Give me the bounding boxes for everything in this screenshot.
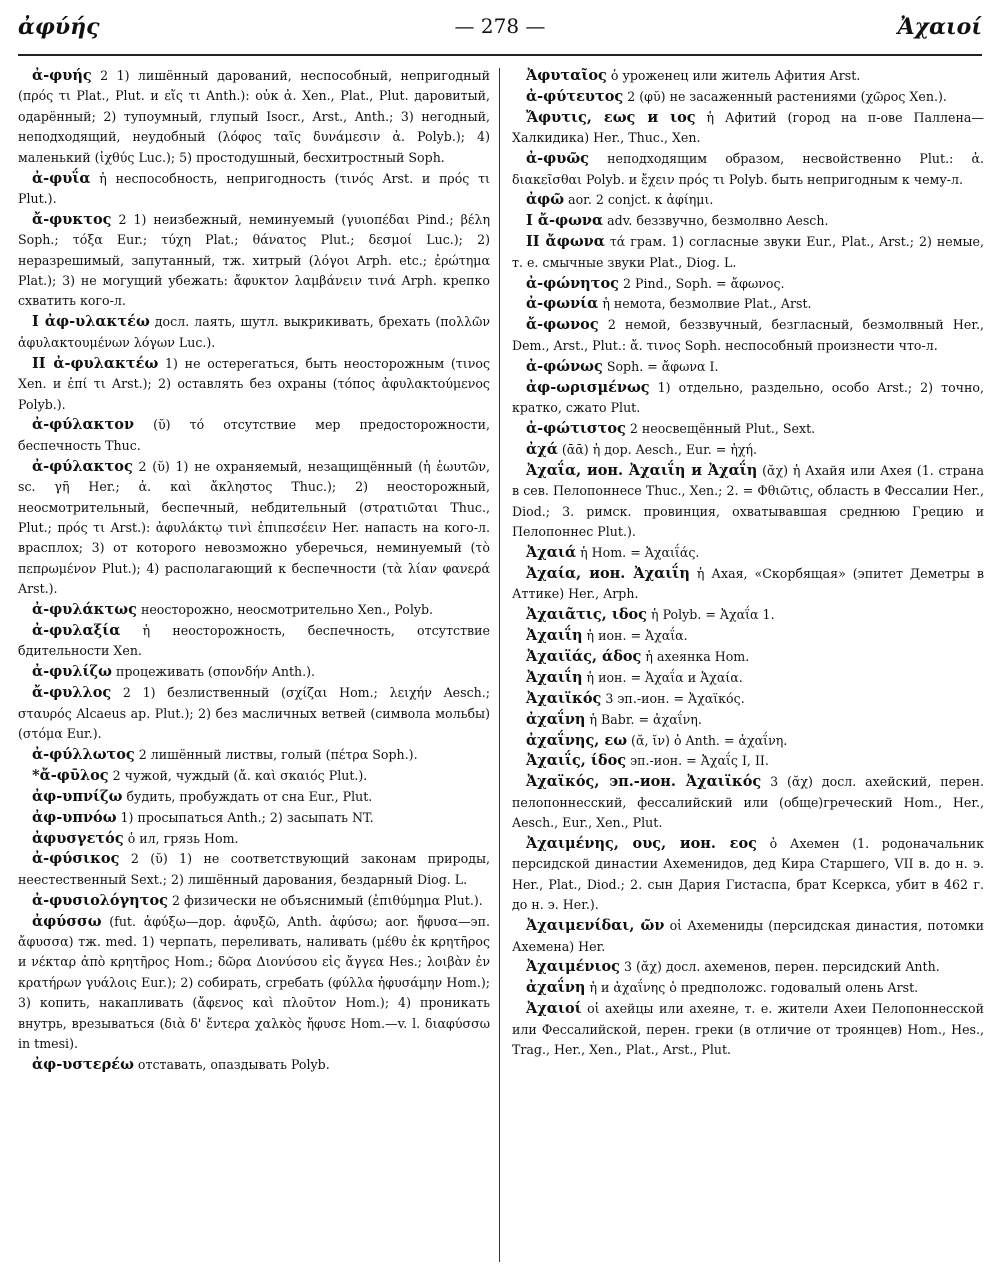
entry-definition: ἡ ион. = Ἀχαΐα. xyxy=(582,627,688,643)
entry-headword: Ἀχαιοί xyxy=(526,1000,582,1018)
dictionary-entry xyxy=(512,440,984,460)
entry-definition: эп.-ион. = Ἀχαΐς I, II. xyxy=(626,753,769,769)
dictionary-entry xyxy=(512,978,984,998)
dictionary-entry xyxy=(512,564,984,605)
entry-definition: aor. 2 conjct. к ἀφίημι. xyxy=(564,192,714,208)
entry-definition: ἡ Hom. = Ἀχαιΐάς. xyxy=(576,544,700,560)
dictionary-entry xyxy=(512,66,984,86)
dictionary-entry xyxy=(18,787,490,807)
dictionary-entry xyxy=(512,999,984,1060)
dictionary-entry xyxy=(18,891,490,911)
entry-headword: ἀ-φυλάκτως xyxy=(32,601,137,619)
dictionary-entry xyxy=(512,689,984,709)
entry-headword: Ἀφυταῖος xyxy=(526,67,607,84)
entry-headword: ἀφύσσω xyxy=(32,912,102,930)
dictionary-entry xyxy=(512,668,984,688)
entry-definition: 3 (ᾰχ) досл. ахеменов, перен. персидский Anth. xyxy=(619,959,940,975)
dictionary-entry xyxy=(18,683,490,744)
entry-headword: ἀ-φωνία xyxy=(526,295,599,313)
dictionary-entry xyxy=(18,662,490,682)
dictionary-entry xyxy=(18,415,490,456)
entry-headword: ἀ-φύλακτος xyxy=(32,457,133,475)
entry-definition: 2 1) лишённый дарований, неспособный, непригодный (πρός τι Plat., Plut. и εἴς τι Anth.): οὐκ ἀ. Xen., Plat., Plut. даровитый, одарённый; 2) тупоумный, глупый Isocr., Arst., Anth.; 3) негодный, неподходящий, неудобный (λόφος ταῖς δυνάμεσιν ἀ. Polyb.); 4) маленький (ἰχθύς Luc.); 5) простодушный, бесхитростный Soph. xyxy=(18,68,490,165)
entry-definition: 2 (φῠ) не засаженный растениями (χῶρος Xen.). xyxy=(623,88,947,104)
entry-headword: *ἄ-φῡλος xyxy=(32,766,109,784)
dictionary-entry xyxy=(18,312,490,353)
dictionary-entry xyxy=(18,210,490,312)
dictionary-entry xyxy=(512,315,984,356)
entry-definition: 1) просыпаться Anth.; 2) засыпать NT. xyxy=(116,809,374,825)
entry-headword: ἀ-φυσιολόγητος xyxy=(32,891,168,909)
dictionary-entry xyxy=(512,461,984,543)
entry-headword: Ἀχαιμενίδαι, ῶν xyxy=(526,917,665,935)
entry-definition: (ᾰχ) ἡ Ахайя или Ахея (1. страна в сев. Пелопоннесе Thuc., Xen.; 2. = Φθιῶτις, область в Фессалии Her., Diod.; 3. римск. провинция, охватывавшая среднюю Грецию и Пелопоннес Plut.). xyxy=(512,462,985,539)
entry-definition: процеживать (σπονδήν Anth.). xyxy=(111,664,316,680)
entry-headword: Ἀχαϊκός, эп.-ион. Ἀχαιϊκός xyxy=(526,773,762,791)
dictionary-entry xyxy=(512,87,984,107)
entry-headword: Ἀχαιμένιος xyxy=(526,958,620,976)
dictionary-entry xyxy=(512,543,984,563)
dictionary-entry xyxy=(18,829,490,849)
entry-definition: ἡ неспособность, непригодность (τινός Arst. и πρός τι Plut.). xyxy=(18,170,490,206)
dictionary-entry xyxy=(18,169,490,210)
entry-headword: ἀφ-ωρισμένως xyxy=(526,378,650,396)
entry-definition: ἡ ахеянка Hom. xyxy=(641,648,750,664)
entry-definition: 2 немой, беззвучный, безгласный, безмолвный Her., Dem., Arst., Plut.: ἄ. τινος Soph. неспособный произнести что-л. xyxy=(512,317,984,353)
entry-headword: ἀφῶ xyxy=(526,191,565,209)
entry-definition: 2 лишённый листвы, голый (πέτρα Soph.). xyxy=(134,746,418,762)
entry-headword: ἄ-φωνος xyxy=(526,316,599,334)
dictionary-entry xyxy=(512,108,984,149)
entry-definition: ὁ Ахемен (1. родоначальник персидской династии Ахеменидов, дед Кира Старшего, VII в. до н. э. Her., Plat., Diod.; 2. сын Дария Гистаспа, брат Ксеркса, убит в 462 г. до н. э. Her.). xyxy=(512,836,984,913)
entry-headword: II ἄφωνα xyxy=(526,233,605,251)
entry-definition: отставать, опаздывать Polyb. xyxy=(133,1057,330,1072)
entry-definition: ἡ Babr. = ἀχαΐνη. xyxy=(585,711,702,727)
dictionary-entry xyxy=(18,354,490,415)
entry-headword: Ἀχαιμένης, ους, ион. εος xyxy=(526,835,757,853)
entry-headword: ἄ-φυκτος xyxy=(32,210,112,228)
dictionary-entry xyxy=(18,745,490,765)
dictionary-entry xyxy=(18,849,490,890)
dictionary-entry xyxy=(18,600,490,620)
entry-definition: 2 (ῠ) 1) не охраняемый, незащищённый (ἡ ἑωυτῶν, sc. γῆ Her.; ἀ. καὶ ἄκληστος Thuc.); 2) неосторожный, неосмотрительный, беспечный, небдительный (στρατιῶται Thuc., Plut.; πρός τι Arst.): ἀφυλάκτῳ τινὶ ἐπιπεσέειν Her. напасть на кого-л. врасплох; 3) от которого невозможно уберечься, неминуемый (τὸ πεπρωμένον Plut.); 4) располагающий к беспечности (τὰ λίαν φανερά Arst.). xyxy=(18,458,490,597)
dictionary-entry xyxy=(512,834,984,916)
dictionary-entry xyxy=(512,751,984,771)
entry-headword: Ἀχαΐα, ион. Ἀχαιΐη и Ἀχαΐη xyxy=(526,461,758,479)
header-right-word: Ἀχαιοί xyxy=(897,14,982,40)
entry-definition: ἡ неосторожность, беспечность, отсутствие бдительности Xen. xyxy=(18,622,490,659)
entry-headword: ἀφ-υπνίζω xyxy=(32,787,123,805)
entry-definition: 3 (ᾰχ) досл. ахейский, перен. пелопоннесский, фессалийский или (обще)греческий Hom., Her., Aesch., Eur., Xen., Plut. xyxy=(512,774,984,831)
entry-definition: ἡ немота, безмолвие Plat., Arst. xyxy=(598,296,812,312)
entry-definition: ἡ и ἀχαΐνης ὁ предположс. годовалый олень Arst. xyxy=(585,980,919,996)
dictionary-entry xyxy=(512,957,984,977)
entry-definition: 2 1) неизбежный, неминуемый (γυιοπέδαι Pind.; βέλη Soph.; τόξα Eur.; τύχη Plat.; θάνατος Plut.; δεσμοί Luc.); 2) неразрешимый, запутанный, тж. хитрый (λόγοι Arph. etc.; ἐρώτημα Plat.); 3) не могущий убежать: ἄφυκτον λαμβάνειν τινά Arph. крепко схватить кого-л. xyxy=(18,211,490,309)
entry-headword: ἀχαΐνης, εω xyxy=(526,731,628,749)
entry-headword: ἀ-φύλακτον xyxy=(32,416,135,434)
entry-headword: Ἀχαιΐη xyxy=(526,668,583,686)
dictionary-entry xyxy=(512,419,984,439)
dictionary-entry xyxy=(18,1055,490,1075)
entry-headword: ἀχαΐνη xyxy=(526,979,586,997)
entry-headword: II ἀ-φυλακτέω xyxy=(32,354,159,372)
entry-definition: οἱ Ахемениды (персидская династия, потомки Ахемена) Her. xyxy=(512,918,984,954)
entry-definition: (ῠ) τό отсутствие мер предосторожности, беспечность Thuc. xyxy=(18,417,490,453)
entry-definition: неосторожно, неосмотрительно Xen., Polyb. xyxy=(136,602,434,618)
entry-headword: ἀ-φώτιστος xyxy=(526,419,626,437)
entry-definition: 1) отдельно, раздельно, особо Arst.; 2) точно, кратко, сжато Plut. xyxy=(512,379,984,415)
dictionary-entry xyxy=(18,621,490,662)
entry-headword: Ἀχαιϊκός xyxy=(526,689,602,707)
entry-definition: ἡ Афитий (город на п-ове Паллена—Халкидика) Her., Thuc., Xen. xyxy=(512,109,984,146)
dictionary-entry xyxy=(512,647,984,667)
entry-definition: (ᾰ, ῐν) ὁ Anth. = ἀχαΐνη. xyxy=(627,732,788,748)
dictionary-entry xyxy=(512,211,984,231)
left-column xyxy=(18,66,490,1076)
entry-definition: Soph. = ἄφωνα I. xyxy=(602,358,719,374)
dictionary-entry xyxy=(18,912,490,1055)
dictionary-entry xyxy=(512,772,984,833)
entry-headword: ἀ-φύτευτος xyxy=(526,87,624,105)
entry-headword: ἀ-φυλίζω xyxy=(32,663,112,681)
entry-definition: ὁ ил, грязь Hom. xyxy=(123,830,239,846)
dictionary-entry xyxy=(18,457,490,600)
entry-headword: Ἄφυτις, εως и ιος xyxy=(526,108,696,126)
entry-headword: ἀ-φυλαξία xyxy=(32,621,121,639)
dictionary-entry xyxy=(512,190,984,210)
entry-definition: ἡ Ахая, «Скорбящая» (эпитет Деметры в Аттике) Her., Arph. xyxy=(512,565,984,602)
entry-definition: ἡ Polyb. = Ἀχαΐα 1. xyxy=(647,607,775,623)
entry-definition: 2 (ῠ) 1) не соответствующий законам природы, неестественный Sext.; 2) лишённый дарования, бездарный Diog. L. xyxy=(18,851,490,887)
entry-headword: ἀχά xyxy=(526,440,558,458)
entry-headword: ἀφ-υστερέω xyxy=(32,1056,134,1073)
dictionary-entry xyxy=(18,66,490,168)
entry-headword: ἀ-φυΐα xyxy=(32,169,91,187)
entry-definition: 2 неосвещённый Plut., Sext. xyxy=(625,420,816,436)
dictionary-entry xyxy=(512,274,984,294)
dictionary-entry xyxy=(512,916,984,957)
entry-definition: (fut. ἀφύξω—дор. ἀφυξῶ, Anth. ἀφύσω; aor. ἤφυσα—эп. ἄφυσσα) тж. med. 1) черпать, переливать, наливать (μέθυ ἐκ κρητῆρος и νέκταρ ἀπὸ κρητῆρος Hom.; δῶρα Διονύσου εἰς ἄγγεα Hes.; λοιβὰν ἐν κρατήρων γυάλοις Eur.); 2) собирать, сгребать (φύλλα ἠφυσάμην Hom.); 3) копить, накапливать (ἄφενος καὶ πλοῦτον Hom.); 4) проникать внутрь, врезываться (διὰ δ' ἔντερα χαλκὸς ἤφυσε Hom.—v. l. διαφύσσω in tmesi). xyxy=(18,913,490,1052)
dictionary-entry xyxy=(512,626,984,646)
entry-definition: 2 Pind., Soph. = ἄφωνος. xyxy=(618,275,785,291)
entry-headword: ἀ-φυής xyxy=(32,67,92,84)
entry-definition: 2 физически не объяснимый (ἐπιθύμημα Plut.). xyxy=(167,892,483,908)
entry-headword: Ἀχαιΐη xyxy=(526,626,583,644)
entry-headword: ἄ-φυλλος xyxy=(32,684,112,702)
entry-definition: (ᾱᾱ) ἡ дор. Aesch., Eur. = ἠχή. xyxy=(557,441,758,457)
entry-headword: ἀ-φυῶς xyxy=(526,150,589,168)
entry-headword: ἀ-φύσικος xyxy=(32,850,120,868)
dictionary-entry xyxy=(512,710,984,730)
entry-definition: неподходящим образом, несвойственно Plut.: ἀ. διακεῖσθαι Polyb. и ἔχειν πρός τι Polyb. быть непригодным к чему-л. xyxy=(512,151,984,187)
entry-headword: I ἀφ-υλακτέω xyxy=(32,313,150,331)
entry-definition: 1) не остерегаться, быть неосторожным (τινος Xen. и ἐπί τι Arst.); 2) оставлять без охраны (τόπος ἀφυλακτούμενος Polyb.). xyxy=(18,355,490,412)
dictionary-entry xyxy=(18,808,490,828)
entry-headword: ἀφυσγετός xyxy=(32,829,124,847)
entry-headword: Ἀχαιΐς, ίδος xyxy=(526,752,627,770)
entry-definition: ὁ уроженец или житель Афития Arst. xyxy=(606,68,861,83)
entry-definition: досл. лаять, шутл. выкрикивать, брехать (πολλῶν ἀφυλακτουμένων λόγων Luc.). xyxy=(18,314,490,350)
entry-headword: ἀ-φώνως xyxy=(526,357,603,375)
entry-headword: Ἀχαιᾶτις, ιδος xyxy=(526,606,648,624)
page-number: — 278 — xyxy=(454,14,546,38)
header-left-word: ἀφύής xyxy=(18,14,100,40)
dictionary-entry xyxy=(512,149,984,190)
entry-definition: будить, пробуждать от сна Eur., Plut. xyxy=(122,788,373,804)
dictionary-entry xyxy=(512,357,984,377)
entry-definition: τά грам. 1) согласные звуки Eur., Plat., Arst.; 2) немые, т. е. смычные звуки Plat., Diog. L. xyxy=(512,234,985,270)
entry-definition: 2 чужой, чуждый (ἄ. καὶ σκαιός Plut.). xyxy=(108,767,368,783)
dictionary-entry xyxy=(512,378,984,419)
entry-definition: οἱ ахейцы или ахеяне, т. е. жители Ахеи Пелопоннесской или Фессалийской, перен. греки (в отличие от троянцев) Hom., Hes., Trag., Her., Xen., Plat., Arst., Plut. xyxy=(512,1001,984,1058)
dictionary-entry xyxy=(512,232,984,273)
entry-headword: Ἀχαία, ион. Ἀχαιΐη xyxy=(526,564,690,582)
entry-headword: I ἄ-φωνα xyxy=(526,212,604,230)
entry-headword: ἀφ-υπνόω xyxy=(32,808,117,826)
entry-headword: ἀ-φώνητος xyxy=(526,274,619,292)
dictionary-entry xyxy=(512,605,984,625)
dictionary-entry xyxy=(512,731,984,751)
entry-definition: 3 эп.-ион. = Ἀχαϊκός. xyxy=(601,690,745,706)
entry-headword: ἀχαΐνη xyxy=(526,710,586,728)
entry-definition: adv. беззвучно, безмолвно Aesch. xyxy=(603,213,829,229)
column-divider xyxy=(499,68,500,1262)
entry-definition: 2 1) безлиственный (σχίζαι Hom.; λειχήν Aesch.; σταυρός Alcaeus ap. Plut.); 2) без масличных ветвей (символа мольбы) (στόμα Eur.). xyxy=(18,685,490,741)
dictionary-entry xyxy=(512,294,984,314)
entry-headword: ἀ-φύλλωτος xyxy=(32,745,135,763)
dictionary-entry xyxy=(18,766,490,786)
entry-headword: Ἀχαιά xyxy=(526,543,577,561)
header-rule xyxy=(18,54,982,56)
entry-definition: ἡ ион. = Ἀχαΐα и Ἀχαία. xyxy=(582,669,743,685)
right-column xyxy=(512,66,984,1061)
entry-headword: Ἀχαιϊάς, άδος xyxy=(526,647,642,665)
